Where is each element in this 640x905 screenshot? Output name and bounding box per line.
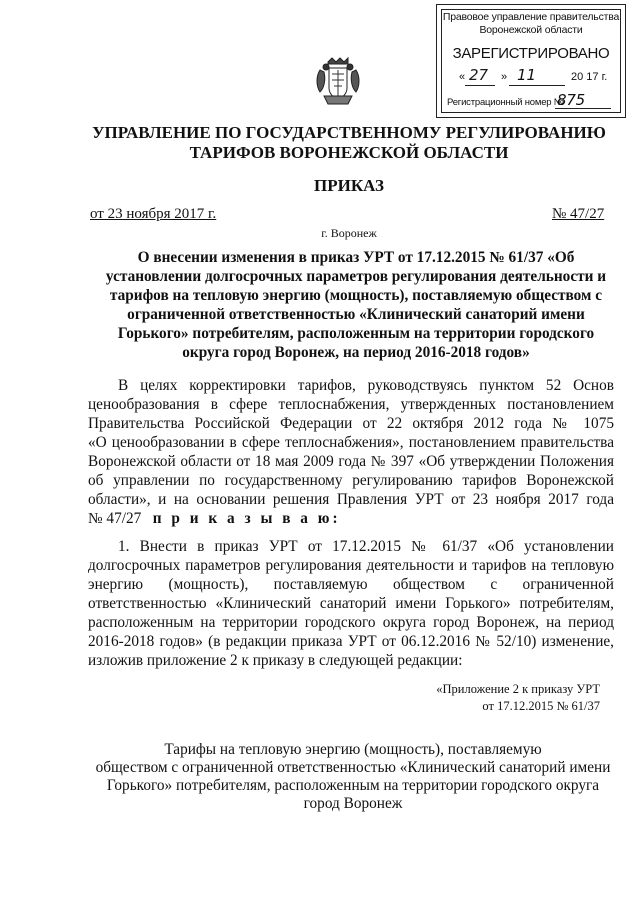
stamp-date (453, 66, 613, 89)
decision-number: № 47/27 (88, 510, 142, 527)
stamp-reg-label: Регистрационный номер № (447, 97, 564, 108)
stamp-month: 11 (517, 66, 537, 84)
stamp-title: ЗАРЕГИСТРИРОВАНО (452, 45, 610, 62)
tariffs-title-line: обществом с ограниченной ответственностью «Клинический санаторий имени (95, 759, 611, 776)
document-date: от 23 ноября 2017 г. (90, 206, 217, 222)
coat-of-arms-icon (314, 56, 362, 108)
subject-line: О внесении изменения в приказ УРТ от 17.12.2015 № 61/37 «Об (137, 249, 575, 266)
stamp-org-line1: Правовое управление правительства (442, 11, 620, 23)
document-type: ПРИКАЗ (314, 176, 384, 195)
preamble-line: Правительства Российской Федерации от 22 октября 2012 года № 1075 (88, 415, 614, 432)
document-number: № 47/27 (552, 206, 605, 222)
item-1-line: 1. Внести в приказ УРТ от 17.12.2015 № 61/37 «Об установлении (118, 538, 614, 555)
item-1-line: 2016-2018 годов» (в редакции приказа УРТ от 06.12.2016 № 52/10) изменение, (88, 633, 614, 650)
preamble-line: В целях корректировки тарифов, руководствуясь пунктом 52 Основ (118, 377, 614, 394)
subject-line: установлении долгосрочных параметров регулирования деятельности и (105, 268, 607, 285)
item-1-line: ответственностью «Клинический санаторий имени Горького» потребителям, (88, 595, 614, 612)
item-1-line: энергию (мощность), поставляемую обществом с ограниченной (88, 576, 614, 593)
command-word: п р и к а з ы в а ю: (152, 510, 341, 527)
registration-stamp (436, 4, 626, 118)
stamp-reg-number: 875 (557, 91, 586, 109)
tariffs-title-line: город Воронеж (303, 795, 403, 812)
appendix-line1: «Приложение 2 к приказу УРТ (436, 682, 600, 696)
subject-line: тарифов на тепловую энергию (мощность), поставляемую обществом с (109, 287, 603, 304)
item-1-line: расположенным на территории городского округа город Воронеж, на период (88, 614, 614, 631)
preamble-line: ценообразования в сфере теплоснабжения, утвержденных постановлением (88, 396, 614, 413)
appendix-reference (420, 681, 600, 715)
stamp-registration (447, 91, 619, 109)
preamble-line: области», и на основании решения Правления УРТ от 23 ноября 2017 года (88, 491, 614, 508)
stamp-month-line (509, 85, 565, 86)
stamp-organization (437, 11, 625, 37)
authority-name-line2: ТАРИФОВ ВОРОНЕЖСКОЙ ОБЛАСТИ (189, 143, 509, 162)
subject-line: округа город Воронеж, на период 2016-2018 годов» (182, 344, 530, 361)
item-1-line: изложив приложение 2 к приказу в следующей редакции: (88, 652, 463, 669)
tariffs-title-line: Тарифы на тепловую энергию (мощность), поставляемую (164, 741, 542, 758)
stamp-reg-line (555, 108, 611, 109)
preamble-last-line (88, 509, 614, 528)
preamble-line: Воронежской области от 18 мая 2009 года № 397 «Об утверждении Положения (88, 453, 614, 470)
tariffs-title (90, 741, 616, 813)
stamp-quote-open: « (459, 71, 466, 83)
item-1-paragraph (88, 537, 614, 670)
document-city: г. Воронеж (321, 226, 377, 240)
preamble-paragraph (88, 376, 614, 528)
subject-line: Горького» потребителям, расположенным на территории городского (117, 325, 595, 342)
tariffs-title-line: Горького» потребителям, расположенным на территории городского округа (106, 777, 600, 794)
subject-line: ограниченной ответственностью «Клинический санаторий имени (127, 306, 585, 323)
preamble-line: «О ценообразовании в сфере теплоснабжения», постановлением правительства (88, 434, 614, 451)
document-subject (96, 248, 616, 362)
stamp-day-line (465, 85, 495, 86)
stamp-day: 27 (469, 66, 489, 84)
stamp-quote-close: » (501, 71, 508, 83)
item-1-line: долгосрочных параметров регулирования деятельности и тарифов на тепловую (88, 557, 614, 574)
stamp-year: 20 17 г. (571, 71, 608, 83)
appendix-line2: от 17.12.2015 № 61/37 (482, 699, 600, 713)
authority-name-line1: УПРАВЛЕНИЕ ПО ГОСУДАРСТВЕННОМУ РЕГУЛИРОВАНИЮ (92, 123, 606, 142)
preamble-line: об управлении по государственному регулированию тарифов Воронежской (88, 472, 614, 489)
stamp-org-line2: Воронежской области (479, 24, 583, 36)
